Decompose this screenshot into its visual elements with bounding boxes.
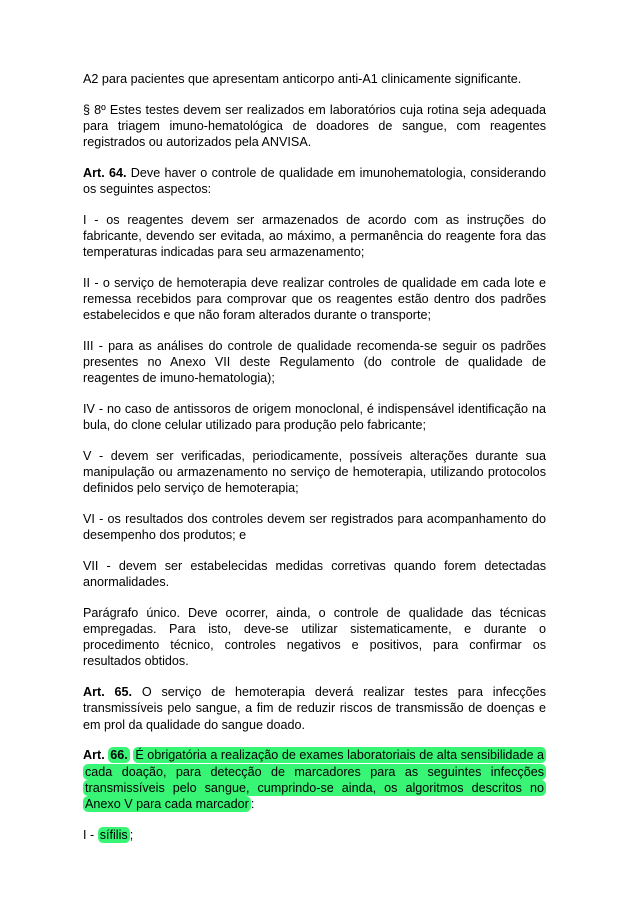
article-tail: :: [250, 796, 255, 811]
paragraph-p9: [83, 511, 546, 543]
article-label: Art.: [83, 748, 105, 763]
paragraph-p10: [83, 558, 546, 590]
paragraph-text: VII - devem ser estabelecidas medidas corretivas quando forem detectadas anormalidades.: [83, 558, 546, 590]
paragraph-text: § 8º Estes testes devem ser realizados em laboratórios cuja rotina seja adequada para triagem imuno-hematológica de doadores de sangue, com reagentes registrados ou autorizados pela ANVISA.: [83, 102, 546, 150]
paragraph-unico: [83, 605, 546, 670]
paragraph-text: Parágrafo único. Deve ocorrer, ainda, o controle de qualidade das técnicas empregadas. Para isto, deve-se utilizar sistematicamente, e durante o procedimento técnico, controles negativos e positivos, para confirmar os resultados obtidos.: [83, 605, 546, 669]
paragraph-text: V - devem ser verificadas, periodicamente, possíveis alterações durante sua manipulação ou armazenamento no serviço de hemoterapia, utilizando protocolos definidos pelo serviço de hemoterapia;: [83, 448, 546, 496]
highlighted-article-number: 66.: [110, 748, 128, 763]
article-number: Art. 65.: [83, 685, 133, 700]
paragraph-text: I - os reagentes devem ser armazenados de acordo com as instruções do fabricante, devendo ser evitada, ao máximo, a permanência do reagente fora das temperaturas indicadas para seu armazenamento;: [83, 212, 546, 260]
document-page: [83, 71, 546, 857]
paragraph-p4: [83, 212, 546, 261]
paragraph-text: II - o serviço de hemoterapia deve realizar controles de qualidade em cada lote e remessa recebidos para comprovar que os reagentes estão dentro dos padrões estabelecidos e que não foram alterados durante o transporte;: [83, 275, 546, 323]
item-prefix: I -: [83, 827, 98, 842]
article-66: [83, 747, 546, 812]
article-64: [83, 165, 546, 197]
highlighted-article-text: É obrigatória a realização de exames laboratoriais de alta sensibilidade a cada doação, para detecção de marcadores para as seguintes infecções transmissíveis pelo sangue, cumprindo-se ainda, os algoritmos descritos no Anexo V para cada marcador: [85, 748, 545, 811]
paragraph-p7: [83, 401, 546, 433]
item-tail: ;: [129, 827, 134, 842]
paragraph-text: VI - os resultados dos controles devem ser registrados para acompanhamento do desempenho dos produtos; e: [83, 512, 546, 543]
paragraph-text: Deve haver o controle de qualidade em imunohematologia, considerando os seguintes aspectos:: [83, 165, 547, 197]
article-65: [83, 684, 546, 733]
paragraph-text: A2 para pacientes que apresentam anticorpo anti-A1 clinicamente significante.: [83, 72, 522, 86]
paragraph-p8: [83, 448, 546, 497]
paragraph-p2: [83, 102, 546, 151]
paragraph-text: IV - no caso de antissoros de origem monoclonal, é indispensável identificação na bula, do clone celular utilizado para produção pelo fabricante;: [83, 402, 546, 433]
article-number: Art. 64.: [83, 165, 127, 180]
item-1: [83, 827, 546, 843]
highlighted-item-text: sífilis: [99, 827, 128, 842]
paragraph-p6: [83, 338, 546, 387]
paragraph-p5: [83, 275, 546, 324]
paragraph-p1: [83, 71, 546, 87]
paragraph-text: III - para as análises do controle de qualidade recomenda-se seguir os padrões presentes no Anexo VII deste Regulamento (do controle de qualidade de reagentes de imuno-hematologia);: [83, 338, 546, 386]
paragraph-text: O serviço de hemoterapia deverá realizar testes para infecções transmissíveis pelo sangue, a fim de reduzir riscos de transmissão de doenças e em prol da qualidade do sangue doado.: [83, 685, 546, 732]
